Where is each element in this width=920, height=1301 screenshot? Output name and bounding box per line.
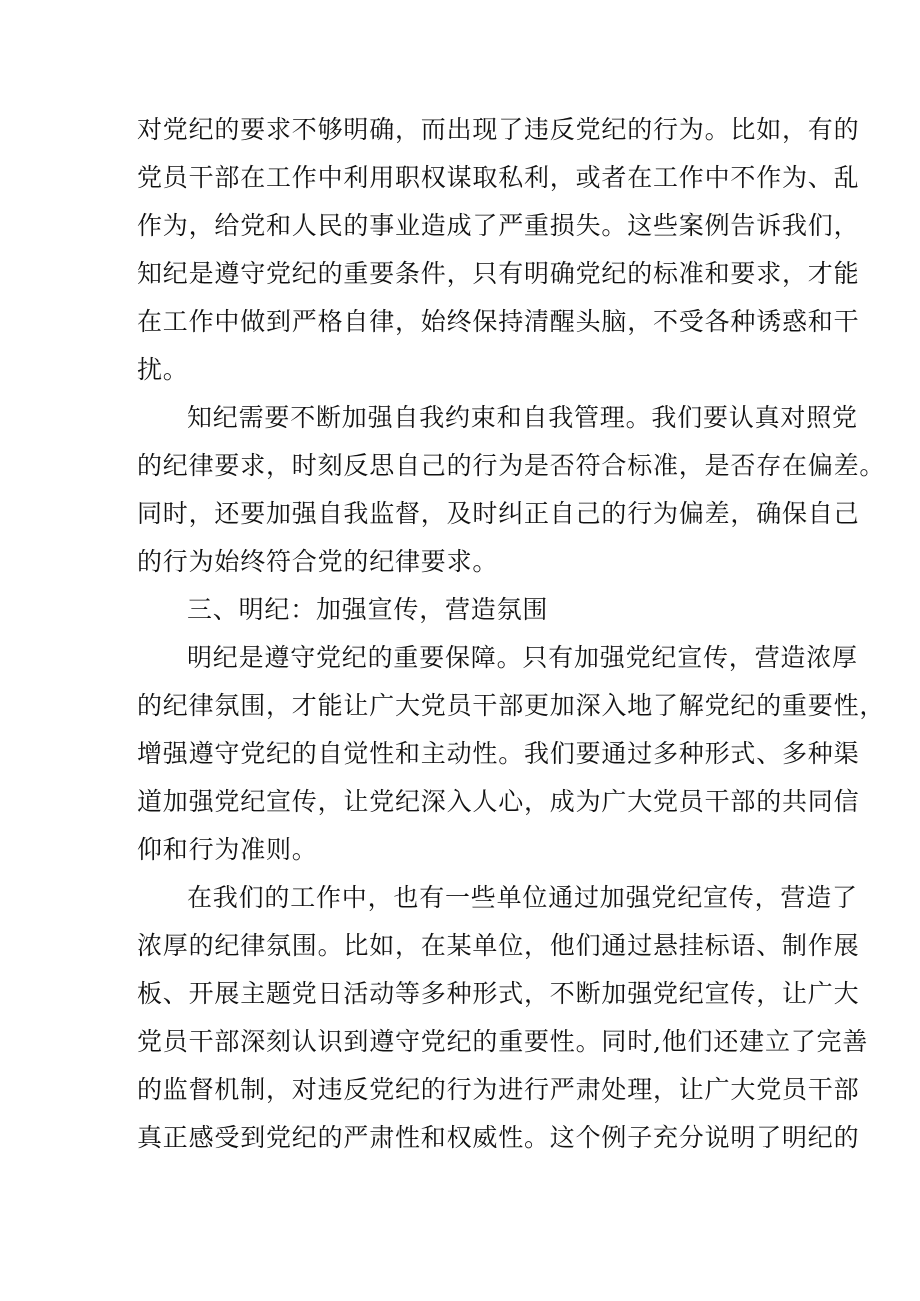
paragraph-line: 党员干部在工作中利用职权谋取私利，或者在工作中不作为、乱 [137, 163, 860, 192]
paragraph-line: 仰和行为准则。 [137, 835, 318, 864]
paragraph-line: 知纪需要不断加强自我约束和自我管理。我们要认真对照党 [187, 403, 858, 432]
paragraph-line: 的行为始终符合党的纪律要求。 [137, 547, 499, 576]
paragraph-line: 的纪律要求，时刻反思自己的行为是否符合标准，是否存在偏差。 [137, 451, 886, 480]
paragraph-line: 作为，给党和人民的事业造成了严重损失。这些案例告诉我们， [137, 211, 860, 240]
section-heading: 三、明纪：加强宣传，营造氛围 [187, 595, 549, 624]
paragraph-line: 浓厚的纪律氛围。比如，在某单位，他们通过悬挂标语、制作展 [137, 931, 860, 960]
paragraph-line: 知纪是遵守党纪的重要条件，只有明确党纪的标准和要求，才能 [137, 259, 860, 288]
paragraph-line: 增强遵守党纪的自觉性和主动性。我们要通过多种形式、多种渠 [137, 739, 860, 768]
paragraph-line: 道加强党纪宣传，让党纪深入人心，成为广大党员干部的共同信 [137, 787, 860, 816]
paragraph-line: 党员干部深刻认识到遵守党纪的重要性。同时,他们还建立了完善 [137, 1027, 869, 1056]
paragraph-line: 真正感受到党纪的严肃性和权威性。这个例子充分说明了明纪的 [137, 1123, 860, 1152]
paragraph-line: 的监督机制，对违反党纪的行为进行严肃处理，让广大党员干部 [137, 1075, 860, 1104]
paragraph-line: 在我们的工作中，也有一些单位通过加强党纪宣传，营造了 [187, 883, 858, 912]
paragraph-line: 扰。 [137, 355, 189, 384]
document-body [137, 106, 886, 1162]
paragraph-line: 明纪是遵守党纪的重要保障。只有加强党纪宣传，营造浓厚 [187, 643, 858, 672]
paragraph-line: 同时，还要加强自我监督，及时纠正自己的行为偏差，确保自己 [137, 499, 860, 528]
paragraph-line: 在工作中做到严格自律，始终保持清醒头脑，不受各种诱惑和干 [137, 307, 860, 336]
paragraph-line: 对党纪的要求不够明确，而出现了违反党纪的行为。比如，有的 [137, 115, 860, 144]
paragraph-line: 板、开展主题党日活动等多种形式，不断加强党纪宣传，让广大 [137, 979, 860, 1008]
paragraph-line: 的纪律氛围，才能让广大党员干部更加深入地了解党纪的重要性， [137, 691, 886, 720]
